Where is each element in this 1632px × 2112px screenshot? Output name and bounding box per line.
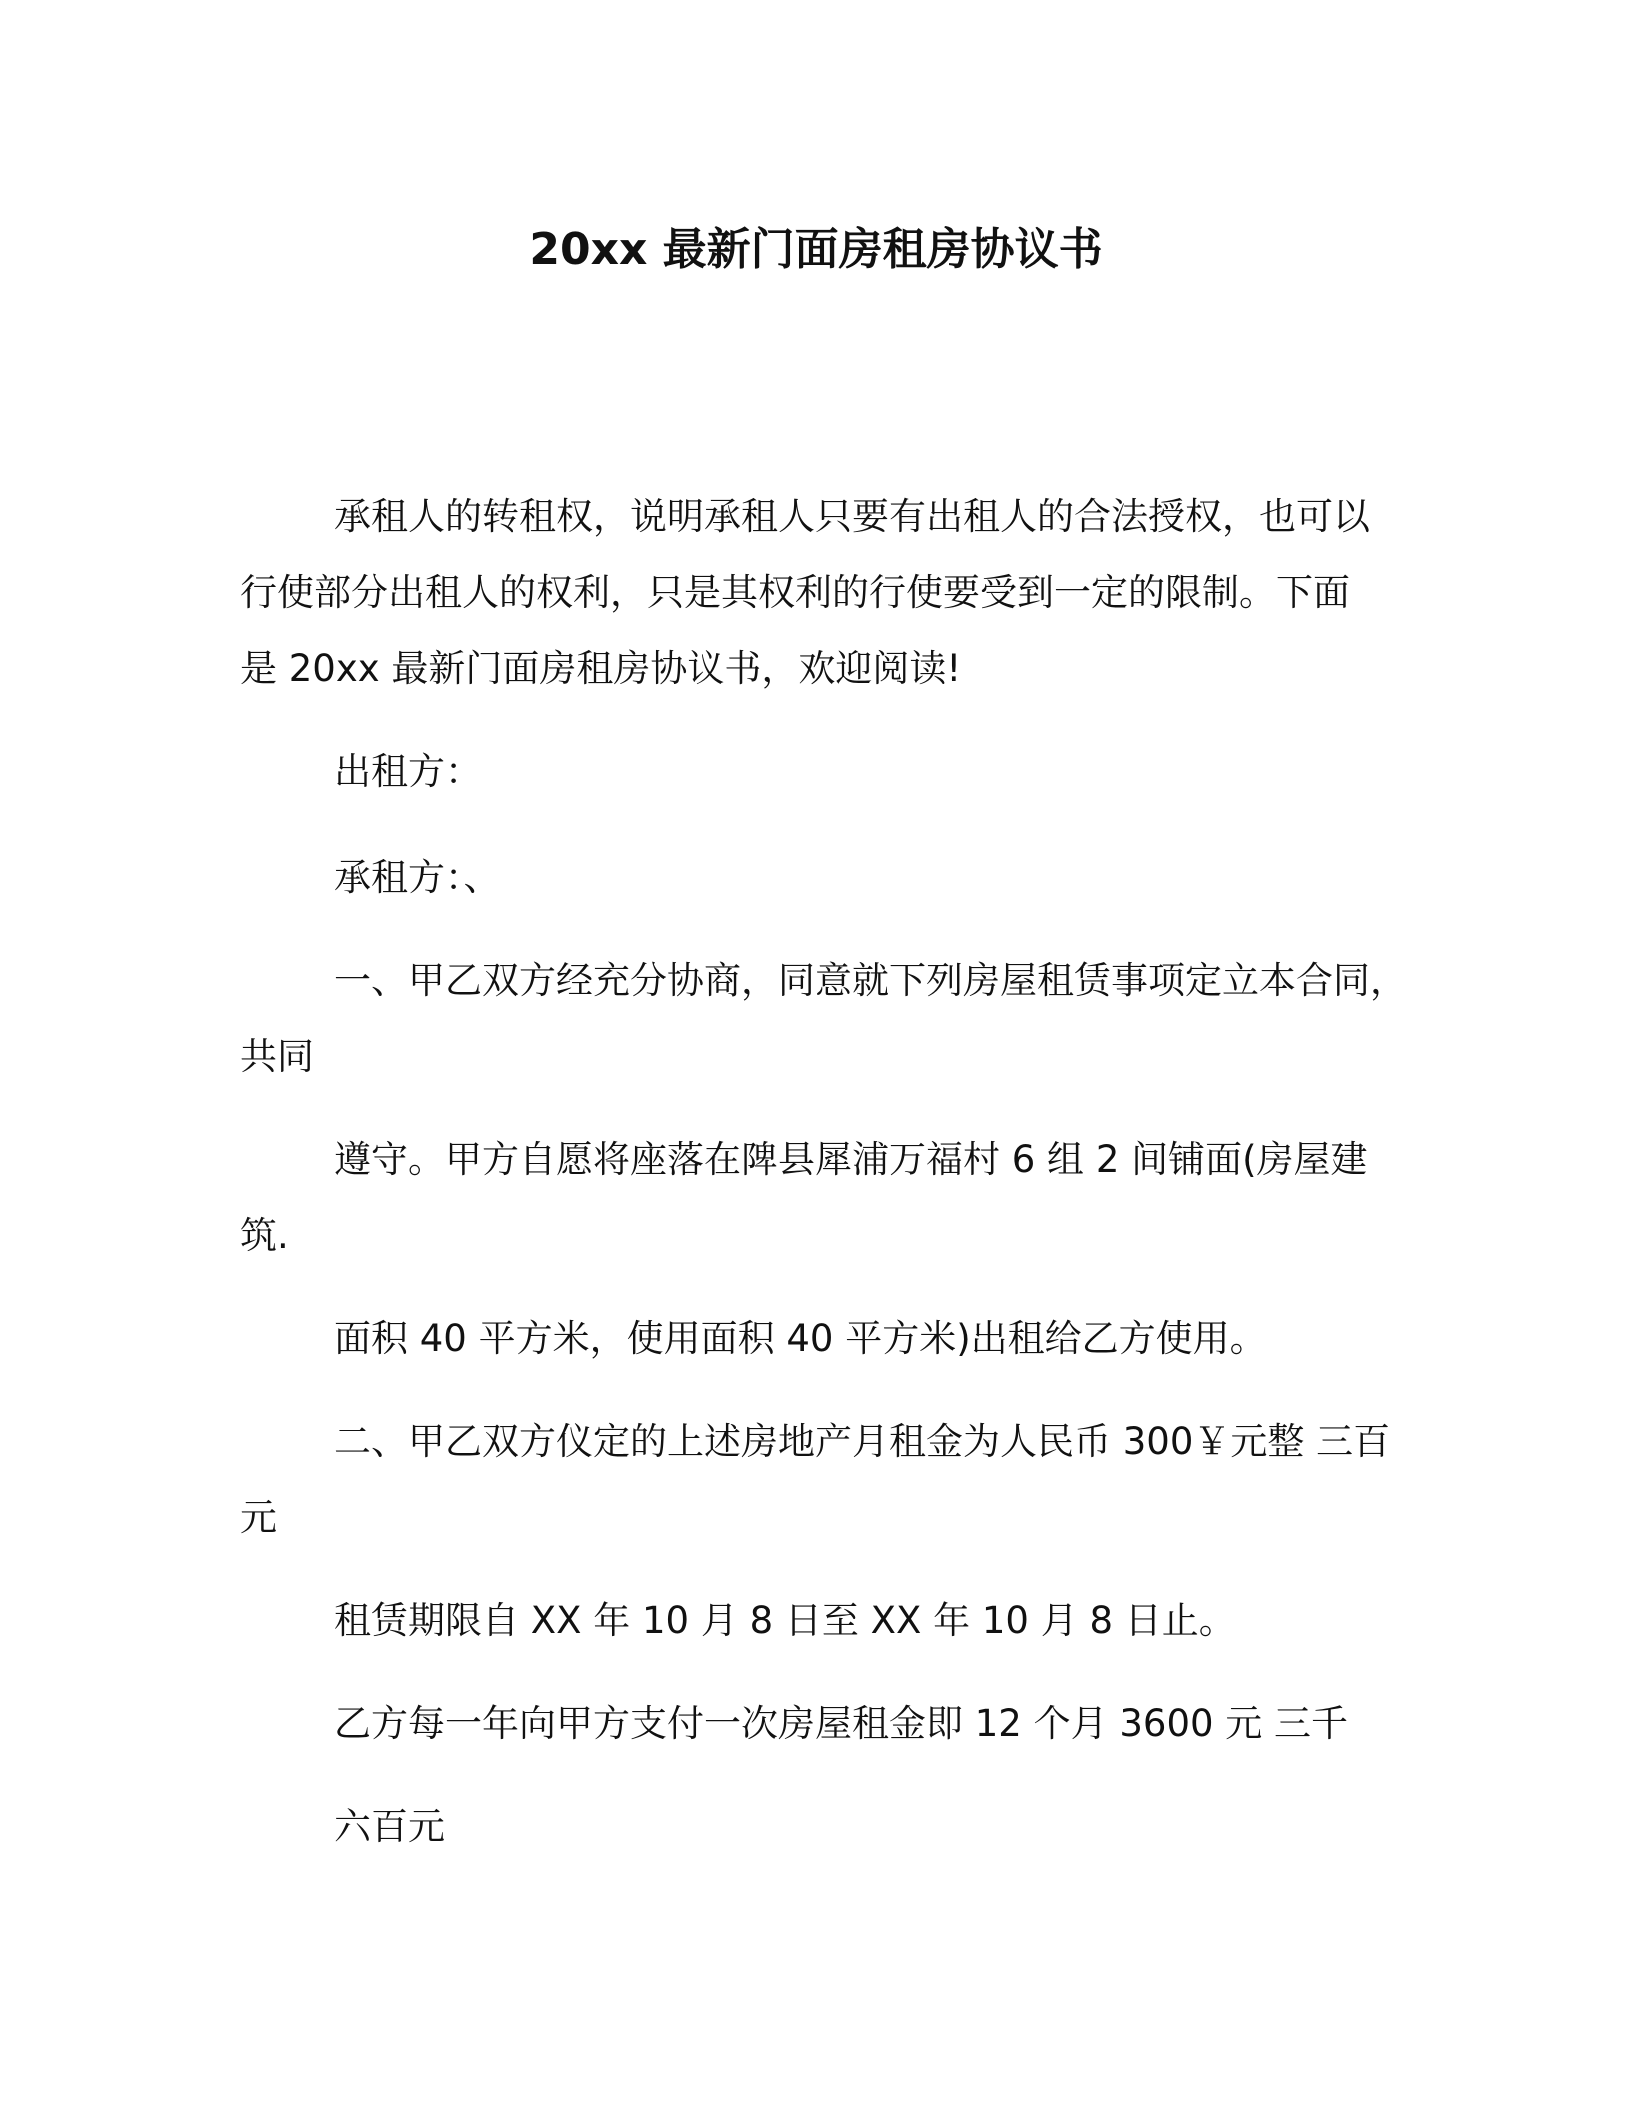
- paragraph-line-3: 是 20xx 最新门面房租房协议书，欢迎阅读!: [240, 647, 962, 690]
- lessee-line: 承租方：、: [334, 856, 501, 899]
- clause-2-line-2: 元: [240, 1496, 277, 1539]
- payment-line-1: 乙方每一年向甲方支付一次房屋租金即 12 个月 3600 元 三千: [334, 1702, 1349, 1745]
- clause-1-line-4: 筑.: [240, 1214, 289, 1257]
- clause-1-line-1: 一、甲乙双方经充分协商，同意就下列房屋租赁事项定立本合同，: [334, 959, 1407, 1002]
- lease-term-line: 租赁期限自 XX 年 10 月 8 日至 XX 年 10 月 8 日止。: [334, 1599, 1236, 1642]
- lessor-line: 出租方：: [334, 750, 482, 793]
- clause-2-line-1: 二、甲乙双方仪定的上述房地产月租金为人民币 300￥元整 三百: [334, 1420, 1391, 1463]
- document-title: 20xx 最新门面房租房协议书: [529, 224, 1103, 275]
- paragraph-line-1: 承租人的转租权，说明承租人只要有出租人的合法授权，也可以: [334, 495, 1370, 538]
- clause-1-line-3: 遵守。甲方自愿将座落在陴县犀浦万福村 6 组 2 间铺面(房屋建: [334, 1138, 1368, 1181]
- clause-1-line-2: 共同: [240, 1035, 314, 1078]
- payment-line-2: 六百元: [334, 1805, 445, 1848]
- clause-1-line-5: 面积 40 平方米，使用面积 40 平方米)出租给乙方使用。: [334, 1317, 1267, 1360]
- paragraph-line-2: 行使部分出租人的权利，只是其权利的行使要受到一定的限制。下面: [240, 571, 1350, 614]
